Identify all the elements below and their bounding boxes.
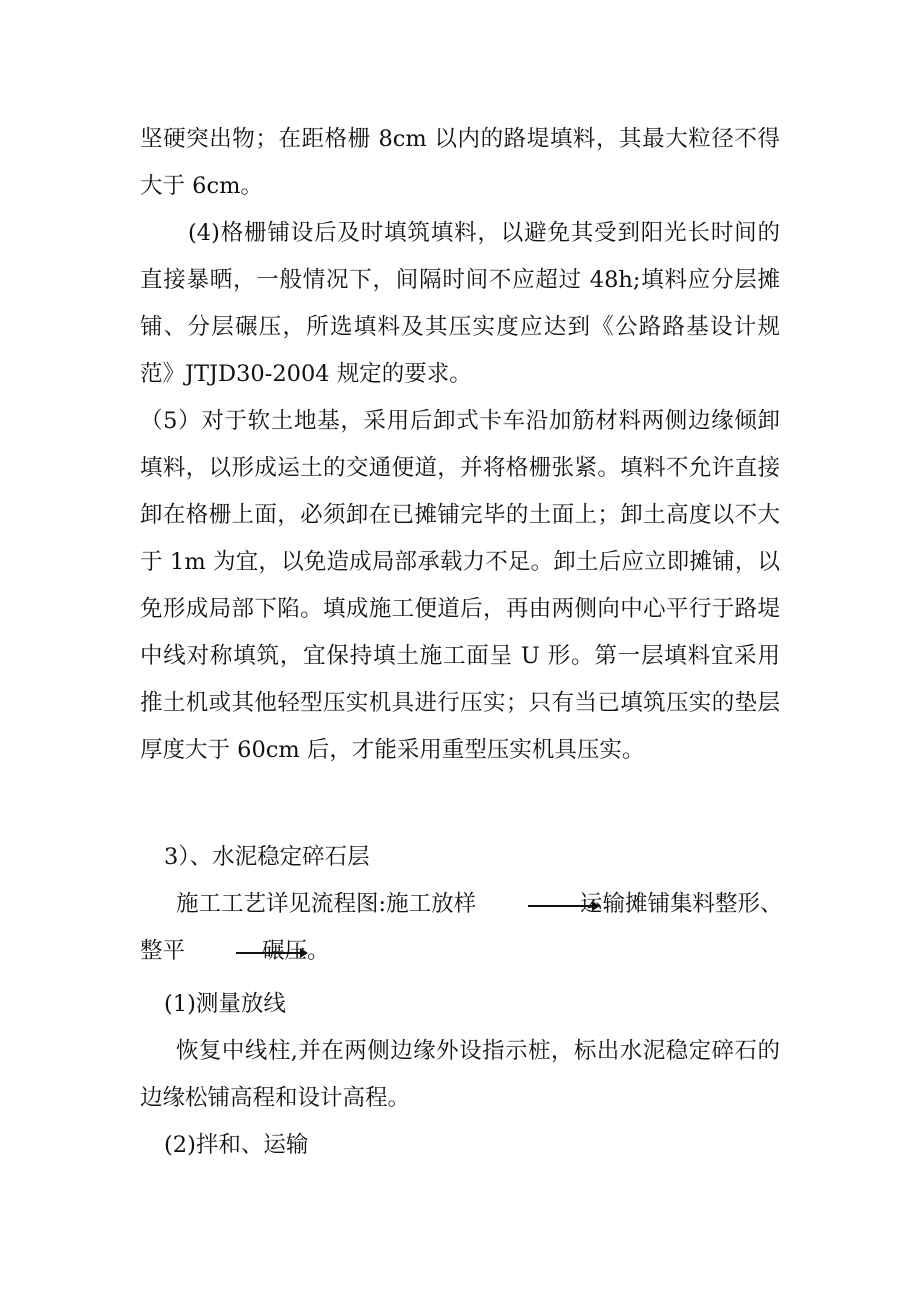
paragraph-step-4: (4)格栅铺设后及时填筑填料，以避免其受到阳光长时间的直接暴晒，一般情况下，间隔时间不应超过 48h;填料应分层摊铺、分层碾压，所选填料及其压实度应达到《公路路基设计规范》JTJD30-2004 规定的要求。 xyxy=(140,220,780,387)
flow-text-end: 碾压。 xyxy=(262,938,330,964)
paragraph-geogrid-fill-size: 坚硬突出物；在距格栅 8cm 以内的路堤填料，其最大粒径不得大于 6cm。 xyxy=(140,126,780,199)
paragraph-survey-layout: 恢复中线柱,并在两侧边缘外设指示桩，标出水泥稳定碎石的边缘松铺高程和设计高程。 xyxy=(140,1038,780,1111)
flow-text-level: 整平 xyxy=(140,938,186,964)
section-heading-cement-stabilized-gravel: 3）、水泥稳定碎石层 xyxy=(164,844,370,870)
flow-text-start: 施工工艺详见流程图:施工放样 xyxy=(176,891,477,917)
subheading-mixing-transport: (2)拌和、运输 xyxy=(164,1132,309,1158)
paragraph-step-5: （5）对于软土地基，采用后卸式卡车沿加筋材料两侧边缘倾卸填料，以形成运土的交通便道，并将格栅张紧。填料不允许直接卸在格栅上面，必须卸在已摊铺完毕的土面上；卸土高度以不大于 1m 为宜，以免造成局部承载力不足。卸土后应立即摊铺，以免形成局部下陷。填成施工便道后，再由两侧向中心平行于路堤中线对称填筑，宜保持填土施工面呈 U 形。第一层填料宜采用推土机或其他轻型压实机具进行压实；只有当已填筑压实的垫层厚度大于 60cm 后，才能采用重型压实机具压实。 xyxy=(140,408,780,763)
subheading-survey-layout: (1)测量放线 xyxy=(164,991,286,1017)
flow-text-middle: 运输摊铺集料整形、 xyxy=(580,891,783,917)
